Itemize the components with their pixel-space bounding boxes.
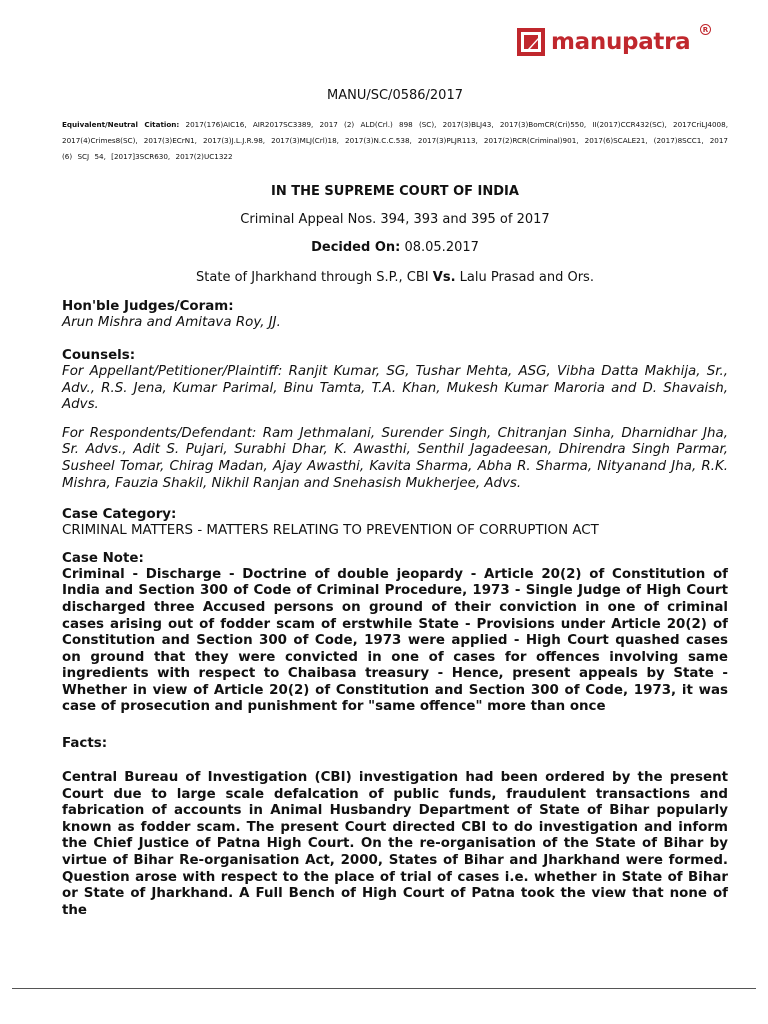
manupatra-mark-icon: [516, 27, 546, 57]
counsels-respondent: For Respondents/Defendant: Ram Jethmalani, Surender Singh, Chitranjan Sinha, Dharnidhar Jha, Sr. Advs., Adit S. Pujari, Surabhi Dhar, K. Awasthi, Senthil Jagadeesan, Dhirendra Singh Parmar, Susheel Tomar, Chirag Madan, Ajay Awasthi, Kavita Sharma, Abha R. Sharma, Nityanand Jha, R.K. Mishra, Fauzia Shakil, Nikhil Ranjan and Snehasish Mukherjee, Advs.: [62, 425, 728, 491]
decided-label: Decided On:: [311, 240, 401, 256]
case-note-text: Criminal - Discharge - Doctrine of double jeopardy - Article 20(2) of Constitution of India and Section 300 of Code of Criminal Procedure, 1973 - Single Judge of High Court discharged three Accused persons on ground of their conviction in one of criminal cases arising out of fodder scam of erstwhile State - Provisions under Article 20(2) of Constitution and Section 300 of Code, 1973 were applied - High Court quashed cases on ground that they were convicted in one of cases for offences involving same ingredients with respect to Chaibasa treasury - Hence, present appeals by State - Whether in view of Article 20(2) of Constitution and Section 300 of Code, 1973, it was case of prosecution and punishment for "same offence" more than once: [62, 566, 728, 715]
manupatra-logo: [516, 24, 712, 60]
counsels-section: [62, 348, 728, 492]
category-text: CRIMINAL MATTERS - MATTERS RELATING TO PREVENTION OF CORRUPTION ACT: [62, 523, 599, 539]
equivalent-label: Equivalent/Neutral Citation:: [62, 120, 180, 129]
brand-name: manupatra: [551, 28, 691, 55]
citation-number: MANU/SC/0586/2017: [327, 88, 463, 103]
court-name: IN THE SUPREME COURT OF INDIA: [271, 184, 519, 200]
appeal-numbers: Criminal Appeal Nos. 394, 393 and 395 of 2017: [240, 212, 550, 228]
case-note-section: [62, 551, 728, 716]
page-bottom-rule: [12, 988, 756, 989]
counsels-appellant: For Appellant/Petitioner/Plaintiff: Ranjit Kumar, SG, Tushar Mehta, ASG, Vibha Datta Makhija, Sr., Adv., R.S. Jena, Kumar Parimal, Binu Tamta, T.A. Khan, Mukesh Kumar Maroria and D. Shavaish, Advs.: [62, 363, 728, 413]
case-note-label: Case Note:: [62, 550, 144, 566]
facts-section: [62, 736, 728, 919]
category-label: Case Category:: [62, 507, 177, 523]
parties: [62, 270, 728, 285]
versus: Vs.: [432, 270, 456, 286]
decided-on: [62, 240, 728, 255]
respondent: Lalu Prasad and Ors.: [459, 270, 594, 286]
judges-text: Arun Mishra and Amitava Roy, JJ.: [62, 315, 281, 331]
counsels-label: Counsels:: [62, 347, 136, 363]
judges-label: Hon'ble Judges/Coram:: [62, 299, 234, 315]
category-section: [62, 507, 728, 540]
registered-mark: R: [700, 24, 711, 35]
judges-section: [62, 299, 728, 332]
facts-text: Central Bureau of Investigation (CBI) investigation had been ordered by the present Court due to large scale defalcation of public funds, fraudulent transactions and fabrication of accounts in Animal Husbandry Department of State of Bihar popularly known as fodder scam. The present Court directed CBI to do investigation and inform the Chief Justice of Patna High Court. On the re-organisation of the State of Bihar by virtue of Bihar Re-organisation Act, 2000, States of Bihar and Jharkhand were formed. Question arose with respect to the place of trial of cases i.e. whether in State of Bihar or State of Jharkhand. A Full Bench of High Court of Patna took the view that none of the: [62, 770, 728, 918]
equivalent-citations: [62, 117, 728, 164]
equivalent-list: 2017(176)AIC16, AIR2017SC3389, 2017 (2) ALD(Crl.) 898 (SC), 2017(3)BLJ43, 2017(3)BomCR(Cri)550, II(2017)CCR432(SC), 2017CriLJ4008, 2017(4)Crimes8(SC), 2017(3)ECrN1, 2017(3)J.L.J.R.98, 2017(3)MLJ(Crl)18, 2017(3)N.C.C.538, 2017(3)PLJR113, 2017(2)RCR(Criminal)901, 2017(6)SCALE21, (2017)8SCC1, 2017 (6) SCJ 54, [2017]3SCR630, 2017(2)UC1322: [62, 120, 728, 161]
facts-label: Facts:: [62, 736, 108, 752]
petitioner: State of Jharkhand through S.P., CBI: [196, 270, 429, 286]
decided-date: 08.05.2017: [404, 240, 479, 256]
judgment-content: [62, 88, 728, 919]
